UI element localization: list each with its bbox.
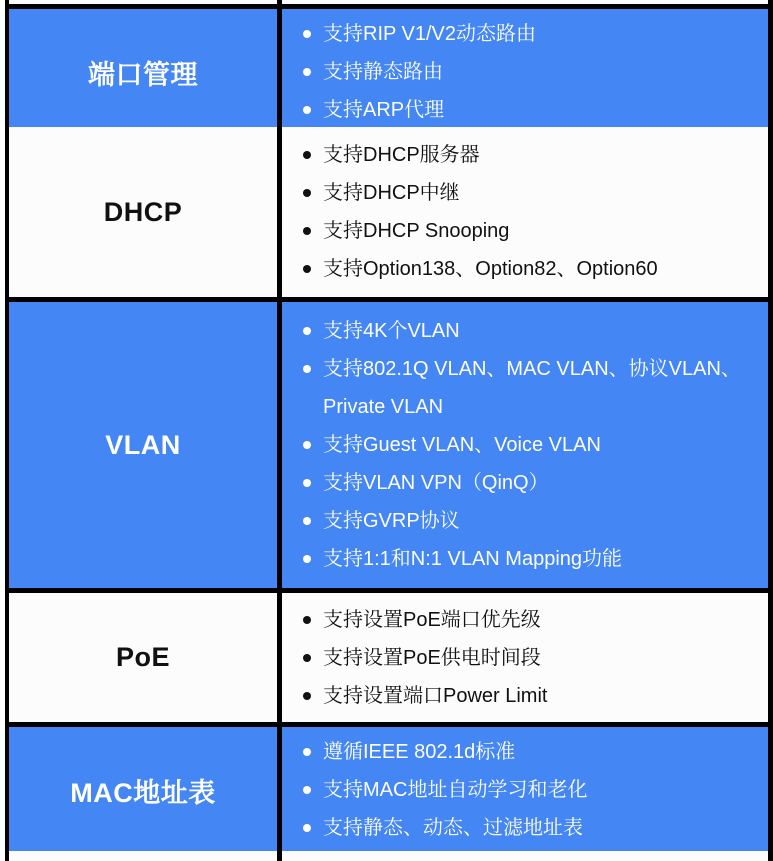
features-cell (282, 593, 768, 722)
category-label: MAC地址表 (70, 777, 216, 808)
category-cell (9, 727, 277, 853)
feature-list (282, 15, 758, 129)
category-cell (9, 302, 277, 588)
table-body (9, 9, 768, 851)
partial-row-bottom (9, 851, 768, 861)
feature-list (282, 312, 758, 578)
feature-item: 支持Option138、Option82、Option60 (282, 250, 758, 288)
feature-item: 支持DHCP Snooping (282, 212, 758, 250)
partial-bottom-label-cell (9, 851, 277, 861)
partial-top-label-cell (9, 0, 277, 4)
feature-list (282, 733, 758, 847)
feature-item: 支持1:1和N:1 VLAN Mapping功能 (282, 540, 758, 578)
table-row (9, 127, 768, 297)
feature-item: 支持RIP V1/V2动态路由 (282, 15, 758, 53)
partial-row-top (9, 0, 768, 4)
category-label: DHCP (103, 196, 183, 227)
partial-top-features-cell (282, 0, 768, 4)
feature-item: 支持DHCP中继 (282, 174, 758, 212)
feature-list (282, 136, 758, 288)
feature-item: 支持ARP代理 (282, 91, 758, 129)
partial-bottom-features-cell (282, 851, 768, 861)
features-cell (282, 302, 768, 588)
category-label: PoE (115, 642, 170, 672)
category-cell (9, 127, 277, 297)
feature-item: 支持GVRP协议 (282, 502, 758, 540)
feature-item: 遵循IEEE 802.1d标准 (282, 733, 758, 771)
feature-item: 支持DHCP服务器 (282, 136, 758, 174)
table-row (9, 9, 768, 122)
features-cell (282, 9, 768, 135)
category-label: VLAN (105, 429, 181, 460)
feature-item: 支持4K个VLAN (282, 312, 758, 350)
category-cell (9, 9, 277, 135)
feature-item: 支持静态路由 (282, 53, 758, 91)
table-row (9, 593, 768, 722)
features-cell (282, 727, 768, 853)
features-cell (282, 127, 768, 297)
table-row (9, 727, 768, 846)
spec-table (5, 0, 773, 861)
feature-item: 支持设置端口Power Limit (282, 677, 758, 715)
feature-item: 支持Guest VLAN、Voice VLAN (282, 426, 758, 464)
feature-item: 支持802.1Q VLAN、MAC VLAN、协议VLAN、Private VLAN (282, 350, 758, 426)
feature-item: 支持MAC地址自动学习和老化 (282, 771, 758, 809)
category-label: 端口管理 (88, 59, 198, 90)
feature-list (282, 601, 758, 715)
category-cell (9, 593, 277, 722)
feature-item: 支持设置PoE供电时间段 (282, 639, 758, 677)
feature-item: 支持VLAN VPN（QinQ） (282, 464, 758, 502)
feature-item: 支持静态、动态、过滤地址表 (282, 809, 758, 847)
table-row (9, 302, 768, 588)
feature-item: 支持设置PoE端口优先级 (282, 601, 758, 639)
